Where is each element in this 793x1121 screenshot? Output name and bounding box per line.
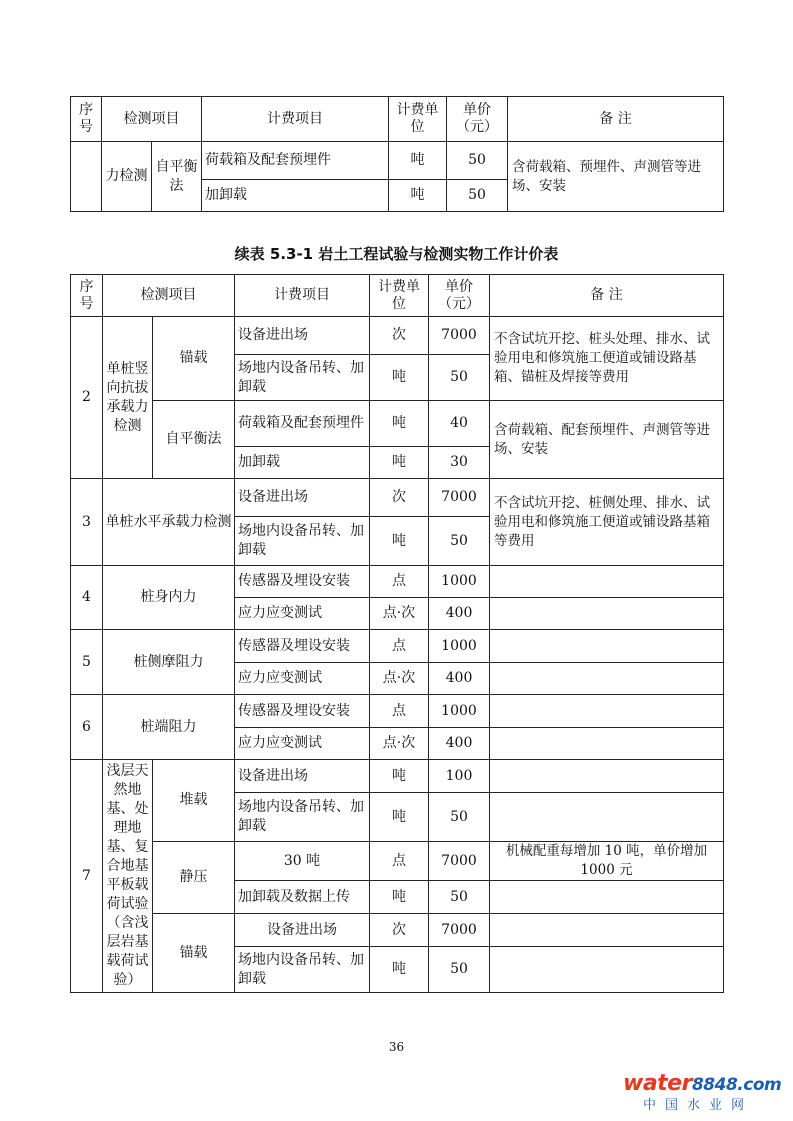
item-cell: 浅层天然地基、处理地基、复合地基平板载荷试验（含浅层岩基载荷试验） bbox=[103, 760, 153, 993]
subitem-cell: 静压 bbox=[153, 842, 235, 914]
price-cell: 1000 bbox=[429, 630, 490, 663]
item-cell: 单桩水平承载力检测 bbox=[103, 479, 235, 566]
unit-cell: 次 bbox=[370, 479, 429, 517]
unit-cell: 点 bbox=[370, 842, 429, 881]
table-caption: 续表 5.3-1 岩土工程试验与检测实物工作计价表 bbox=[234, 245, 559, 263]
billing-cell: 荷载箱及配套预埋件 bbox=[235, 401, 370, 447]
subitem-cell: 自平衡法 bbox=[152, 142, 202, 212]
unit-cell: 吨 bbox=[370, 447, 429, 479]
price-cell: 7000 bbox=[429, 842, 490, 881]
unit-cell: 吨 bbox=[370, 517, 429, 566]
unit-cell: 吨 bbox=[370, 881, 429, 914]
header-item: 检测项目 bbox=[102, 97, 202, 142]
seq-cell: 5 bbox=[71, 630, 103, 695]
header-billing: 计费项目 bbox=[235, 275, 370, 317]
unit-cell: 次 bbox=[370, 914, 429, 947]
seq-cell: 7 bbox=[71, 760, 103, 993]
billing-cell: 场地内设备吊转、加卸载 bbox=[235, 793, 370, 842]
price-cell: 400 bbox=[429, 663, 490, 695]
unit-cell: 吨 bbox=[389, 180, 447, 212]
price-cell: 50 bbox=[447, 142, 508, 180]
price-cell: 50 bbox=[429, 947, 490, 993]
remark-cell bbox=[490, 914, 724, 947]
billing-cell: 场地内设备吊转、加卸载 bbox=[235, 517, 370, 566]
remark-cell bbox=[490, 566, 724, 598]
watermark-brand bbox=[623, 1071, 782, 1096]
header-seq: 序号 bbox=[71, 97, 102, 142]
remark-cell bbox=[490, 760, 724, 793]
item-cell: 单桩竖向抗拔承载力检测 bbox=[103, 317, 153, 479]
price-cell: 1000 bbox=[429, 695, 490, 728]
subitem-cell: 堆载 bbox=[153, 760, 235, 842]
billing-cell: 场地内设备吊转、加卸载 bbox=[235, 355, 370, 401]
unit-cell: 吨 bbox=[370, 793, 429, 842]
price-cell: 50 bbox=[429, 517, 490, 566]
billing-cell: 应力应变测试 bbox=[235, 728, 370, 760]
billing-cell: 设备进出场 bbox=[235, 914, 370, 947]
unit-cell: 点 bbox=[370, 566, 429, 598]
header-price: 单价（元） bbox=[447, 97, 508, 142]
unit-cell: 次 bbox=[370, 317, 429, 355]
unit-cell: 点·次 bbox=[370, 598, 429, 630]
price-cell: 7000 bbox=[429, 479, 490, 517]
remark-cell bbox=[490, 695, 724, 728]
remark-cell bbox=[490, 728, 724, 760]
remark-cell: 不含试坑开挖、桩头处理、排水、试验用电和修筑施工便道或铺设路基箱、锚桩及焊接等费用 bbox=[490, 317, 724, 401]
price-cell: 50 bbox=[429, 355, 490, 401]
header-item: 检测项目 bbox=[103, 275, 235, 317]
unit-cell: 点·次 bbox=[370, 728, 429, 760]
billing-cell: 加卸载 bbox=[235, 447, 370, 479]
unit-cell: 吨 bbox=[389, 142, 447, 180]
billing-cell: 设备进出场 bbox=[235, 479, 370, 517]
price-cell: 30 bbox=[429, 447, 490, 479]
watermark-brand-b: 8848 bbox=[691, 1075, 738, 1095]
item-cell: 桩侧摩阻力 bbox=[103, 630, 235, 695]
price-cell: 7000 bbox=[429, 914, 490, 947]
top-continuation-table bbox=[70, 96, 724, 212]
price-cell: 400 bbox=[429, 598, 490, 630]
price-cell: 100 bbox=[429, 760, 490, 793]
price-cell: 50 bbox=[429, 881, 490, 914]
billing-cell: 加卸载及数据上传 bbox=[235, 881, 370, 914]
billing-cell: 30 吨 bbox=[235, 842, 370, 881]
pricing-table bbox=[70, 274, 724, 993]
price-cell: 50 bbox=[447, 180, 508, 212]
header-price: 单价（元） bbox=[429, 275, 490, 317]
header-remark: 备 注 bbox=[508, 97, 724, 142]
seq-cell: 3 bbox=[71, 479, 103, 566]
remark-cell bbox=[490, 947, 724, 993]
billing-cell: 传感器及埋设安装 bbox=[235, 630, 370, 663]
unit-cell: 点 bbox=[370, 630, 429, 663]
watermark-logo bbox=[623, 1071, 782, 1113]
seq-cell bbox=[71, 142, 102, 212]
seq-cell: 6 bbox=[71, 695, 103, 760]
remark-cell: 含荷载箱、预埋件、声测管等进场、安装 bbox=[508, 142, 724, 212]
price-cell: 400 bbox=[429, 728, 490, 760]
subitem-cell: 锚载 bbox=[153, 317, 235, 401]
remark-cell bbox=[490, 598, 724, 630]
billing-cell: 设备进出场 bbox=[235, 760, 370, 793]
unit-cell: 点 bbox=[370, 695, 429, 728]
billing-cell: 传感器及埋设安装 bbox=[235, 566, 370, 598]
item-cell: 力检测 bbox=[102, 142, 152, 212]
billing-cell: 荷载箱及配套预埋件 bbox=[202, 142, 389, 180]
header-billing: 计费项目 bbox=[202, 97, 389, 142]
watermark-brand-c: .com bbox=[737, 1075, 782, 1095]
remark-cell bbox=[490, 881, 724, 914]
item-cell: 桩身内力 bbox=[103, 566, 235, 630]
item-cell: 桩端阻力 bbox=[103, 695, 235, 760]
billing-cell: 加卸载 bbox=[202, 180, 389, 212]
billing-cell: 应力应变测试 bbox=[235, 663, 370, 695]
billing-cell: 传感器及埋设安装 bbox=[235, 695, 370, 728]
subitem-cell: 自平衡法 bbox=[153, 401, 235, 479]
price-cell: 50 bbox=[429, 793, 490, 842]
remark-cell: 机械配重每增加 10 吨，单价增加 1000 元 bbox=[490, 842, 724, 881]
price-cell: 40 bbox=[429, 401, 490, 447]
unit-cell: 吨 bbox=[370, 760, 429, 793]
subitem-cell: 锚载 bbox=[153, 914, 235, 993]
remark-cell bbox=[490, 630, 724, 663]
remark-cell: 含荷载箱、配套预埋件、声测管等进场、安装 bbox=[490, 401, 724, 479]
watermark-subtitle: 中国水业网 bbox=[642, 1098, 753, 1113]
header-seq: 序号 bbox=[71, 275, 103, 317]
price-cell: 1000 bbox=[429, 566, 490, 598]
billing-cell: 场地内设备吊转、加卸载 bbox=[235, 947, 370, 993]
billing-cell: 应力应变测试 bbox=[235, 598, 370, 630]
unit-cell: 吨 bbox=[370, 947, 429, 993]
page-number: 36 bbox=[388, 1040, 405, 1054]
billing-cell: 设备进出场 bbox=[235, 317, 370, 355]
header-remark: 备 注 bbox=[490, 275, 724, 317]
remark-cell: 不含试坑开挖、桩侧处理、排水、试验用电和修筑施工便道或铺设路基箱等费用 bbox=[490, 479, 724, 566]
header-unit: 计费单位 bbox=[370, 275, 429, 317]
header-unit: 计费单位 bbox=[389, 97, 447, 142]
unit-cell: 吨 bbox=[370, 355, 429, 401]
seq-cell: 2 bbox=[71, 317, 103, 479]
watermark-brand-a: water bbox=[623, 1071, 692, 1096]
price-cell: 7000 bbox=[429, 317, 490, 355]
remark-cell bbox=[490, 793, 724, 842]
remark-cell bbox=[490, 663, 724, 695]
unit-cell: 点·次 bbox=[370, 663, 429, 695]
seq-cell: 4 bbox=[71, 566, 103, 630]
unit-cell: 吨 bbox=[370, 401, 429, 447]
